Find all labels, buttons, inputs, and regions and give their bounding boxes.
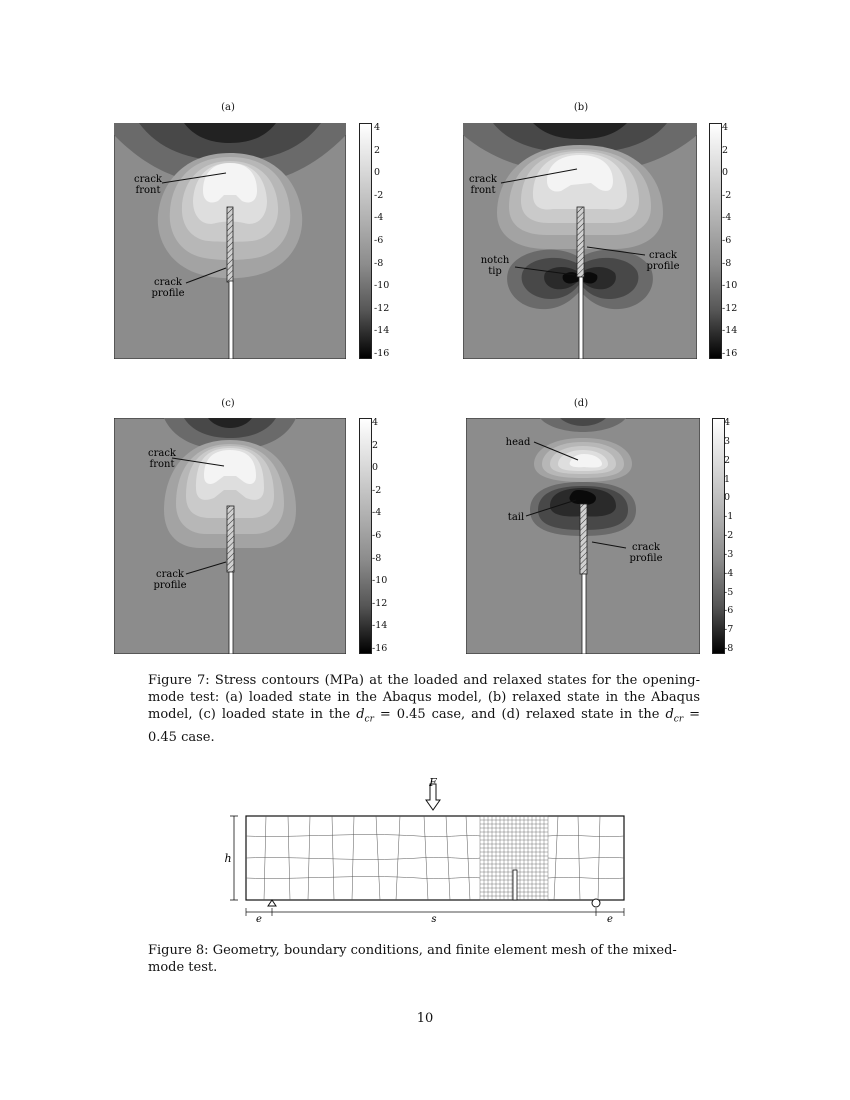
colorbar-tick-label: -16 — [372, 643, 388, 654]
annotation-crack-profile-a2: profile — [151, 288, 185, 299]
figure-8-caption: Figure 8: Geometry, boundary conditions, and finite element mesh of the mixed-mode test. — [148, 943, 677, 975]
colorbar-tick-label: -4 — [724, 567, 734, 579]
annotation-crack-front-c1: crack — [147, 448, 177, 459]
caption-text-2: = 0.45 case, and (d) relaxed state in the — [373, 707, 666, 722]
colorbar-c — [359, 418, 372, 654]
edge-label-left: e — [256, 914, 262, 925]
colorbar-tick-label: -8 — [374, 257, 384, 269]
colorbar-tick-label: -2 — [372, 484, 382, 496]
colorbar-tick-label: 0 — [372, 462, 379, 474]
colorbar-tick-label: 1 — [724, 473, 731, 485]
annotation-crack-profile-b2: profile — [646, 261, 680, 272]
colorbar-tick-label: -8 — [372, 552, 382, 564]
caption-text-3: = 0.45 case. — [148, 707, 700, 745]
span-label: s — [431, 914, 437, 925]
colorbar-tick-label: -10 — [374, 280, 390, 292]
force-label: F — [429, 778, 437, 789]
colorbar-b — [709, 123, 722, 359]
colorbar-tick-label: -7 — [724, 624, 734, 636]
figure-8-mesh-diagram — [218, 778, 630, 928]
panel-b-label: (b) — [573, 102, 589, 113]
caption-text-1: Figure 7: Stress contours (MPa) at the loaded and relaxed states for the opening-mode test: (a) loaded state in the Abaqus model, (b) relaxed state in the Abaqus model, (c) loaded state in the — [148, 673, 700, 722]
panel-c-label: (c) — [221, 398, 235, 409]
contour-plot-d — [466, 418, 700, 654]
colorbar-tick-label: 2 — [372, 439, 379, 451]
annotation-crack-front-b1: crack — [468, 174, 498, 185]
colorbar-tick-label: -2 — [722, 189, 732, 201]
caption-sub-2: cr — [673, 714, 684, 725]
caption-sub-1: cr — [364, 714, 374, 725]
colorbar-tick-label: 0 — [724, 492, 731, 504]
height-label: h — [224, 852, 232, 865]
colorbar-tick-label: 2 — [374, 144, 381, 156]
colorbar-tick-label: 2 — [724, 454, 731, 466]
annotation-crack-profile-c1: crack — [155, 569, 185, 580]
page-number: 10 — [416, 1011, 434, 1026]
annotation-crack-front-c2: front — [149, 459, 175, 470]
pin-support — [268, 900, 276, 906]
annotation-crack-profile-d2: profile — [629, 553, 663, 564]
colorbar-tick-label: -2 — [724, 530, 734, 541]
colorbar-tick-label: 0 — [722, 167, 729, 179]
contour-plot-c — [114, 418, 346, 654]
annotation-crack-front-a2: front — [135, 185, 161, 196]
colorbar-tick-label: -1 — [724, 511, 734, 523]
colorbar-tick-label: 4 — [724, 417, 731, 428]
annotation-crack-front-b2: front — [470, 185, 496, 196]
colorbar-tick-label: -10 — [372, 575, 388, 587]
colorbar-tick-label: -3 — [724, 548, 734, 560]
colorbar-tick-label: 4 — [374, 122, 381, 133]
colorbar-tick-label: -6 — [722, 235, 732, 246]
colorbar-tick-label: -6 — [372, 530, 382, 541]
panel-a-label: (a) — [221, 102, 235, 113]
annotation-crack-front-a1: crack — [133, 174, 163, 185]
caption-math-1: d — [356, 707, 365, 722]
annotation-notch-tip-b2: tip — [488, 266, 502, 277]
contour-plot-b — [463, 123, 697, 359]
annotation-crack-profile-d1: crack — [631, 542, 661, 553]
colorbar-tick-label: -2 — [374, 189, 384, 201]
colorbar-a — [359, 123, 372, 359]
colorbar-tick-label: 3 — [724, 435, 731, 447]
colorbar-tick-label: -4 — [372, 507, 382, 519]
colorbar-tick-label: -12 — [372, 597, 388, 609]
colorbar-tick-label: -12 — [374, 302, 390, 314]
colorbar-tick-label: -4 — [374, 212, 384, 224]
annotation-tail-d: tail — [507, 512, 525, 523]
colorbar-tick-label: 4 — [372, 417, 379, 428]
colorbar-tick-label: -5 — [724, 586, 734, 598]
colorbar-tick-label: -10 — [722, 280, 738, 292]
roller-support — [592, 899, 600, 907]
caption-math-2: d — [665, 707, 674, 722]
annotation-head-d: head — [505, 437, 531, 448]
colorbar-tick-label: 2 — [722, 144, 729, 156]
colorbar-tick-label: -8 — [722, 257, 732, 269]
annotation-crack-profile-b1: crack — [648, 250, 678, 261]
panel-d-label: (d) — [573, 398, 589, 409]
colorbar-tick-label: -8 — [724, 643, 734, 654]
colorbar-tick-label: -14 — [374, 325, 390, 337]
annotation-crack-profile-c2: profile — [153, 580, 187, 591]
contour-plot-a — [114, 123, 346, 359]
figure-7-caption — [148, 672, 700, 746]
edge-label-right: e — [607, 914, 613, 925]
colorbar-tick-label: -16 — [374, 348, 390, 359]
annotation-notch-tip-b1: notch — [480, 255, 510, 266]
colorbar-tick-label: -16 — [722, 348, 738, 359]
colorbar-tick-label: -14 — [372, 620, 388, 632]
colorbar-tick-label: -14 — [722, 325, 738, 337]
colorbar-tick-label: -6 — [374, 235, 384, 246]
colorbar-tick-label: 0 — [374, 167, 381, 179]
colorbar-tick-label: -4 — [722, 212, 732, 224]
colorbar-tick-label: -6 — [724, 605, 734, 617]
colorbar-tick-label: -12 — [722, 302, 738, 314]
colorbar-tick-label: 4 — [722, 122, 729, 133]
notch — [513, 870, 517, 900]
annotation-crack-profile-a1: crack — [153, 277, 183, 288]
